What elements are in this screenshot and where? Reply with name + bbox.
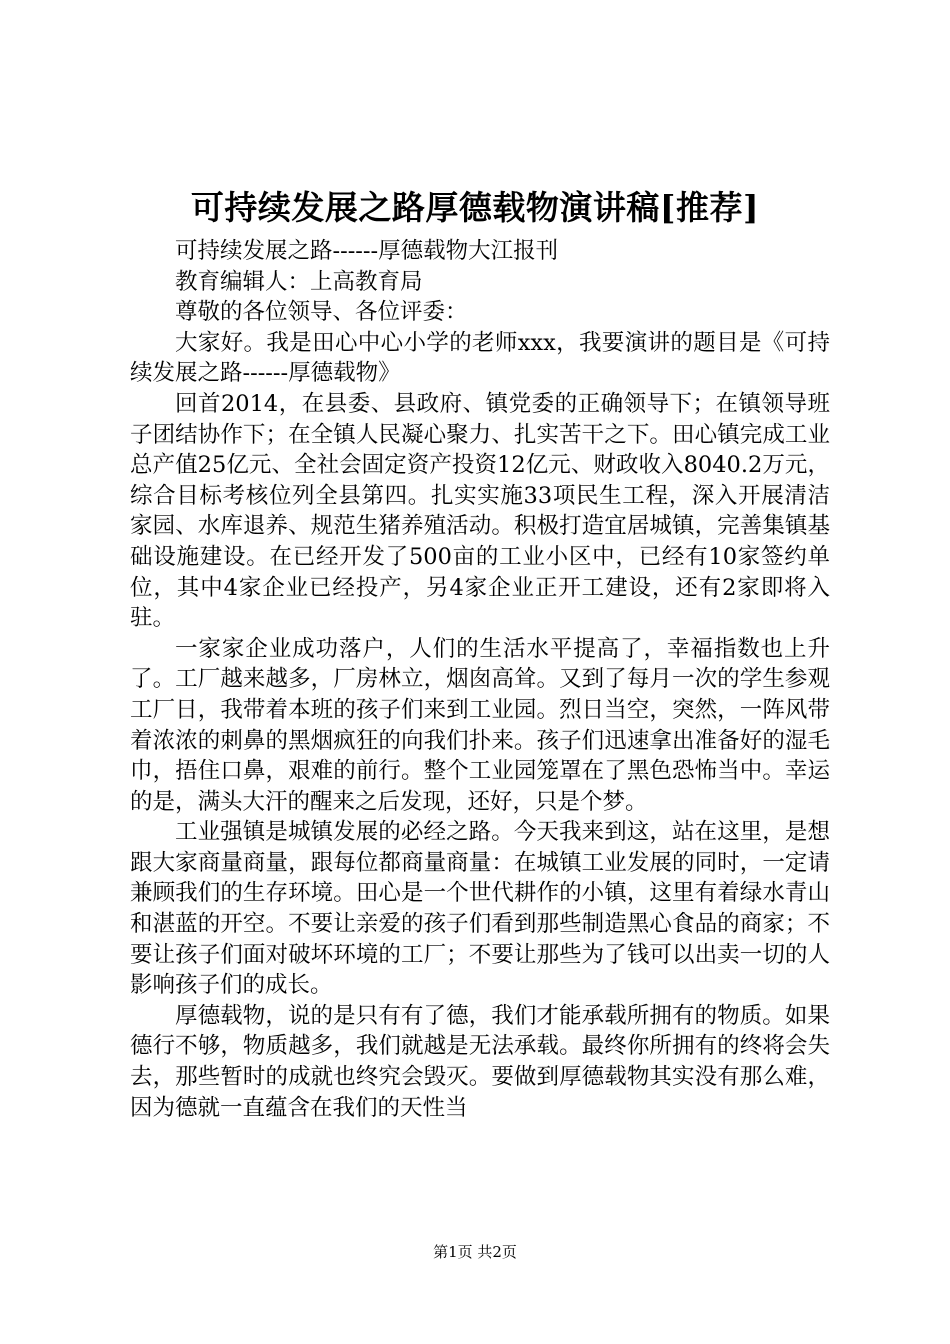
paragraph-virtue: 厚德载物，说的是只有有了德，我们才能承载所拥有的物质。如果德行不够，物质越多，我们就越是无法承载。最终你所拥有的终将会失去，那些暂时的成就也终究会毁灭。要做到厚德载物其实没有那么难，因为德就一直蕴含在我们的天性当 (130, 1002, 830, 1121)
paragraph-intro: 大家好。我是田心中心小学的老师xxx，我要演讲的题目是《可持续发展之路------厚德载物》 (130, 329, 830, 387)
document-title: 可持续发展之路厚德载物演讲稿[推荐] (190, 188, 760, 227)
paragraph-editor: 教育编辑人：上高教育局 (175, 268, 423, 295)
paragraph-industry: 工业强镇是城镇发展的必经之路。今天我来到这，站在这里，是想跟大家商量商量，跟每位都商量商量：在城镇工业发展的同时，一定请兼顾我们的生存环境。田心是一个世代耕作的小镇，这里有着绿水青山和湛蓝的开空。不要让亲爱的孩子们看到那些制造黑心食品的商家；不要让孩子们面对破坏环境的工厂；不要让那些为了钱可以出卖一切的人影响孩子们的成长。 (130, 819, 830, 999)
page-footer: 第1页 共2页 (433, 1243, 517, 1261)
paragraph-source: 可持续发展之路------厚德载物大江报刊 (175, 238, 559, 264)
paragraph-dream: 一家家企业成功落户，人们的生活水平提高了，幸福指数也上升了。工厂越来越多，厂房林立，烟囱高耸。又到了每月一次的学生参观工厂日，我带着本班的孩子们来到工业园。烈日当空，突然，一阵风带着浓浓的刺鼻的黑烟疯狂的向我们扑来。孩子们迅速拿出准备好的湿毛巾，捂住口鼻，艰难的前行。整个工业园笼罩在了黑色恐怖当中。幸运的是，满头大汗的醒来之后发现，还好，只是个梦。 (130, 635, 830, 815)
document-body (130, 236, 830, 1123)
paragraph-review-2014: 回首2014，在县委、县政府、镇党委的正确领导下；在镇领导班子团结协作下；在全镇人民凝心聚力、扎实苦干之下。田心镇完成工业总产值25亿元、全社会固定资产投资12亿元、财政收入8040.2万元，综合目标考核位列全县第四。扎实实施33项民生工程，深入开展清洁家园、水库退养、规范生猪养殖活动。积极打造宜居城镇，完善集镇基础设施建设。在已经开发了500亩的工业小区中，已经有10家签约单位，其中4家企业已经投产，另4家企业正开工建设，还有2家即将入驻。 (130, 390, 830, 632)
paragraph-salutation: 尊敬的各位领导、各位评委： (175, 299, 468, 326)
